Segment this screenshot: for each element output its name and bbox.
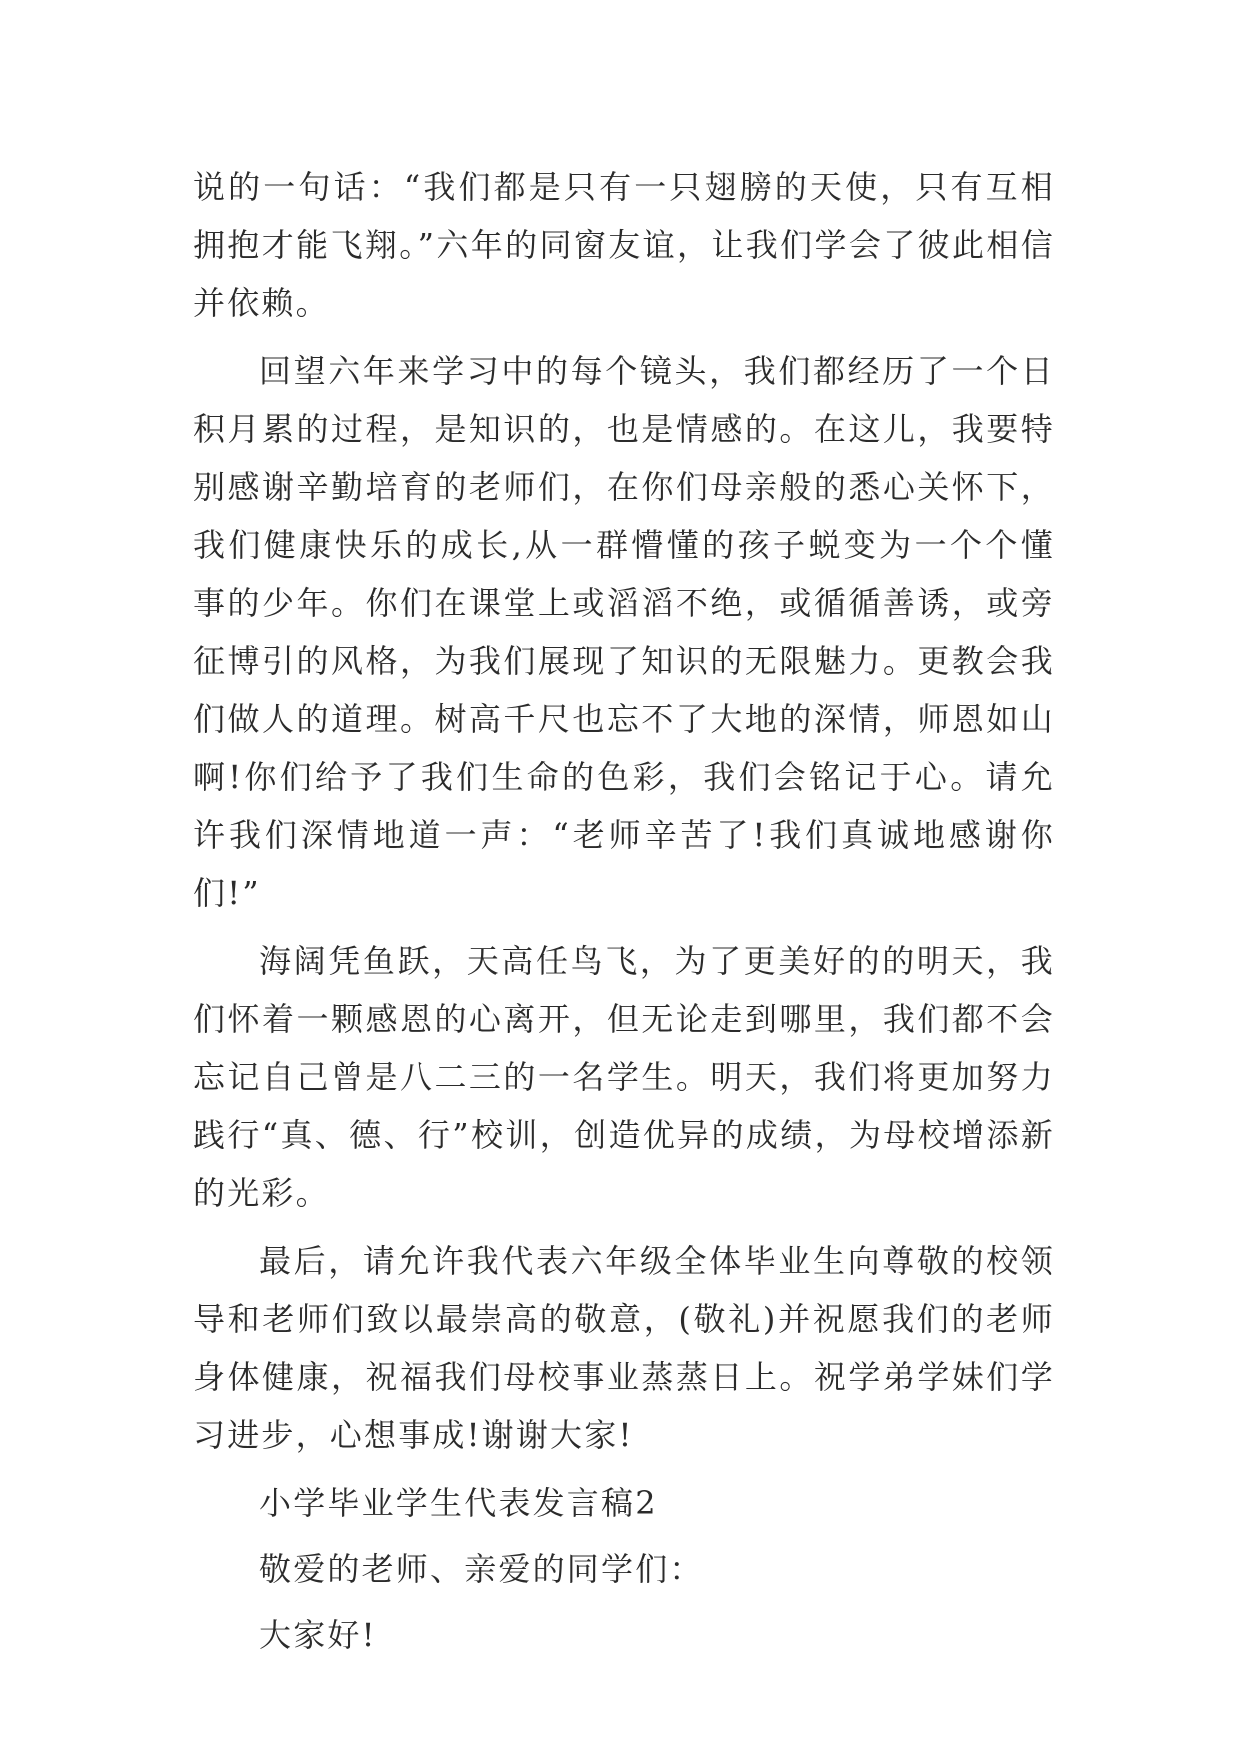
section-title: 小学毕业学生代表发言稿2 (259, 1484, 658, 1522)
document-body (193, 158, 1055, 1672)
greeting: 大家好! (259, 1616, 377, 1654)
paragraph-closing: 最后，请允许我代表六年级全体毕业生向尊敬的校领导和老师们致以最崇高的敬意，(敬礼)并祝愿我们的老师身体健康，祝福我们母校事业蒸蒸日上。祝学弟学妹们学习进步，心想事成!谢谢大家! (193, 1242, 1055, 1454)
paragraph-future: 海阔凭鱼跃，天高任鸟飞，为了更美好的的明天，我们怀着一颗感恩的心离开，但无论走到哪里，我们都不会忘记自己曾是八二三的一名学生。明天，我们将更加努力践行“真、德、行”校训，创造优异的成绩，为母校增添新的光彩。 (193, 942, 1055, 1212)
paragraph-thanks-teachers: 回望六年来学习中的每个镜头，我们都经历了一个日积月累的过程，是知识的，也是情感的。在这儿，我要特别感谢辛勤培育的老师们，在你们母亲般的悉心关怀下，我们健康快乐的成长,从一群懵懂的孩子蜕变为一个个懂事的少年。你们在课堂上或滔滔不绝，或循循善诱，或旁征博引的风格，为我们展现了知识的无限魅力。更教会我们做人的道理。树高千尺也忘不了大地的深情，师恩如山啊!你们给予了我们生命的色彩，我们会铭记于心。请允许我们深情地道一声：“老师辛苦了!我们真诚地感谢你们!” (193, 352, 1055, 912)
salutation: 敬爱的老师、亲爱的同学们： (259, 1550, 704, 1588)
paragraph-continuation: 说的一句话：“我们都是只有一只翅膀的天使，只有互相拥抱才能飞翔。”六年的同窗友谊，让我们学会了彼此相信并依赖。 (193, 168, 1055, 322)
